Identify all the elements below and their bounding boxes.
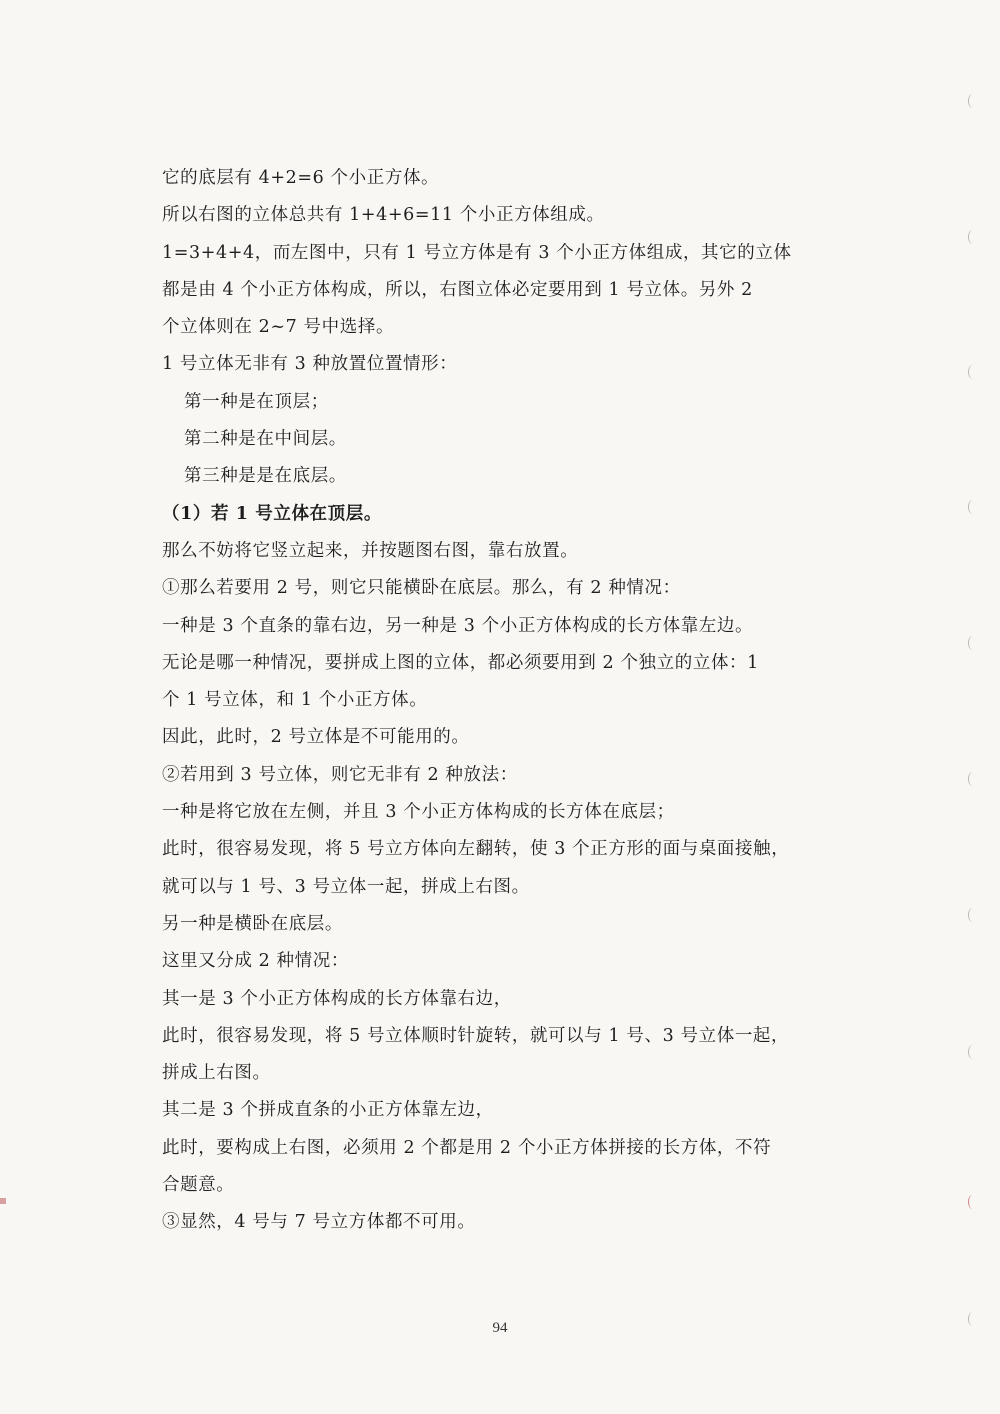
text-line-7: 第一种是在顶层； [184,391,329,412]
text-line-12: ①那么若要用 2 号，则它只能横卧在底层。那么，有 2 种情况： [162,578,681,599]
text-line-15: 个 1 号立体，和 1 个小正方体。 [162,690,428,711]
binder-hole [968,500,977,514]
text-line-22: 这里又分成 2 种情况： [162,951,349,972]
binder-hole [968,1312,977,1326]
text-line-14: 无论是哪一种情况，要拼成上图的立体，都必须要用到 2 个独立的立体：1 [162,652,759,673]
text-line-13: 一种是 3 个直条的靠右边，另一种是 3 个小正方体构成的长方体靠左边。 [162,615,754,636]
text-line-29: ③显然，4 号与 7 号立方体都不可用。 [162,1212,476,1233]
text-line-3: 1=3+4+4，而左图中，只有 1 号立方体是有 3 个小正方体组成，其它的立体 [162,242,792,263]
text-line-11: 那么不妨将它竖立起来，并按题图右图，靠右放置。 [162,540,579,561]
text-line-27: 此时，要构成上右图，必须用 2 个都是用 2 个小正方体拼接的长方体，不符 [162,1137,772,1158]
text-line-20: 就可以与 1 号、3 号立体一起，拼成上右图。 [162,876,530,897]
binder-hole [968,1195,977,1209]
section-heading: （1）若 1 号立体在顶层。 [162,503,382,524]
text-line-23: 其一是 3 个小正方体构成的长方体靠右边， [162,988,512,1009]
text-line-2: 所以右图的立体总共有 1+4+6=11 个小正方体组成。 [162,205,605,226]
text-line-4: 都是由 4 个小正方体构成，所以，右图立体必定要用到 1 号立体。另外 2 [162,279,753,300]
binder-hole [968,1045,977,1059]
text-line-16: 因此，此时，2 号立体是不可能用的。 [162,727,470,748]
binder-hole [968,908,977,922]
text-line-9: 第三种是是在底层。 [184,466,347,487]
text-line-19: 此时，很容易发现，将 5 号立方体向左翻转，使 3 个正方形的面与桌面接触， [162,839,790,860]
text-line-18: 一种是将它放在左侧，并且 3 个小正方体构成的长方体在底层； [162,802,675,823]
text-line-24: 此时，很容易发现，将 5 号立体顺时针旋转，就可以与 1 号、3 号立体一起， [162,1025,790,1046]
binder-holes [968,90,980,1330]
binder-hole [968,230,977,244]
text-line-26: 其二是 3 个拼成直条的小正方体靠左边， [162,1100,494,1121]
binder-hole [968,365,977,379]
binder-hole [968,94,977,108]
text-line-5: 个立体则在 2~7 号中选择。 [162,317,395,338]
text-line-6: 1 号立体无非有 3 种放置位置情形： [162,354,458,375]
body-text [162,160,822,1242]
text-line-25: 拼成上右图。 [162,1063,271,1084]
text-line-8: 第二种是在中间层。 [184,429,347,450]
page-number: 94 [492,1320,508,1336]
text-line-28: 合题意。 [162,1175,235,1196]
binder-hole [968,772,977,786]
scan-edge-mark [0,1198,6,1204]
text-line-21: 另一种是横卧在底层。 [162,913,343,934]
text-line-1: 它的底层有 4+2=6 个小正方体。 [162,168,440,188]
binder-hole [968,636,977,650]
text-line-17: ②若用到 3 号立体，则它无非有 2 种放法： [162,764,518,785]
